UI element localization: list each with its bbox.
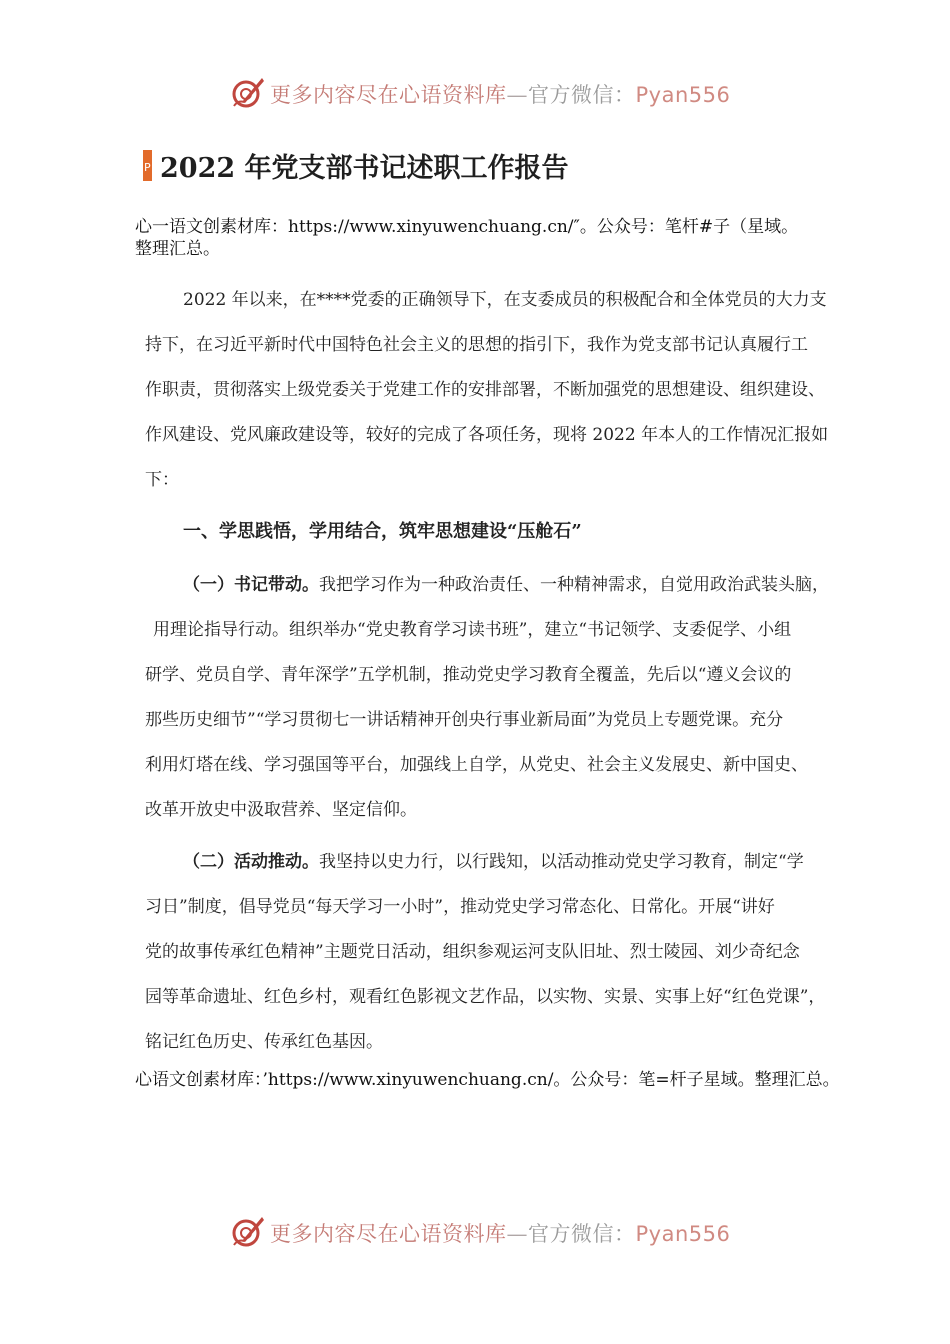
banner-wechat-label: 官方微信： [528,1222,636,1246]
sub2-line-4: 园等革命遗址、红色乡村，观看红色影视文艺作品，以实物、实景、实事上好“红色党课”， [145,987,826,1007]
source-line-bottom: 心语文创素材库：’https://www.xinyuwenchuang.cn/。公众号：笔=杆子星域。整理汇总。 [135,1070,840,1090]
banner-cn: 更多内容尽在心语资料库 [270,83,507,107]
sub2-line-1 [183,847,804,872]
page-title: 2022 年党支部书记述职工作报告 [160,153,569,184]
source-line-top-1: 心一语文创素材库：https://www.xinyuwenchuang.cn/″。公众号：笔杆#子（星域。 [135,217,799,237]
banner-wechat-id: Pyan556 [635,1222,731,1246]
sub1-line-6: 改革开放史中汲取营养、坚定信仰。 [145,800,417,820]
sub1-line-4: 那些历史细节”“学习贯彻七一讲话精神开创央行事业新局面”为党员上专题党课。充分 [145,710,784,730]
intro-line-4: 作风建设、党风廉政建设等，较好的完成了各项任务，现将 2022 年本人的工作情况汇报如 [145,425,829,445]
intro-line-2: 持下，在习近平新时代中国特色社会主义的思想的指引下，我作为党支部书记认真履行工 [145,335,808,355]
sub1-line-1-text: 我把学习作为一种政治责任、一种精神需求，自觉用政治武装头脑， [319,575,829,595]
top-banner [0,70,950,120]
intro-line-3: 作职责，贯彻落实上级党委关于党建工作的安排部署，不断加强党的思想建设、组织建设、 [145,380,825,400]
banner-wechat-id: Pyan556 [635,83,731,107]
sub2-line-3: 党的故事传承红色精神”主题党日活动，组织参观运河支队旧址、烈士陵园、刘少奇纪念 [145,942,800,962]
sub1-label: （一）书记带动。 [183,575,319,595]
banner-text [270,79,730,109]
banner-cn: 更多内容尽在心语资料库 [270,1222,507,1246]
banner-dash: — [506,83,528,107]
banner-wechat-label: 官方微信： [528,83,636,107]
banner-text [270,1218,730,1248]
sub1-line-3: 研学、党员自学、青年深学”五学机制，推动党史学习教育全覆盖，先后以“遵义会议的 [145,665,792,685]
intro-line-5: 下： [145,470,179,490]
sub2-line-5: 铭记红色历史、传承红色基因。 [145,1032,383,1052]
quill-logo-icon [228,1211,268,1251]
title-marker [143,150,152,181]
sub1-line-1 [183,570,829,595]
intro-line-1: 2022 年以来，在****党委的正确领导下，在支委成员的积极配合和全体党员的大力支 [183,290,827,310]
sub2-line-2: 习日”制度，倡导党员“每天学习一小时”，推动党史学习常态化、日常化。开展“讲好 [145,897,775,917]
sub2-label: （二）活动推动。 [183,852,319,872]
bottom-banner [0,1209,950,1259]
sub2-line-1-text: 我坚持以史力行，以行践知，以活动推动党史学习教育，制定“学 [319,852,804,872]
section-1-heading: 一、学思践悟，学用结合，筑牢思想建设“压舱石” [183,521,582,542]
quill-logo-icon [228,72,268,112]
banner-dash: — [506,1222,528,1246]
sub1-line-2: 用理论指导行动。组织举办“党史教育学习读书班”，建立“书记领学、支委促学、小组 [153,620,792,640]
source-line-top-2: 整理汇总。 [135,239,220,259]
sub1-line-5: 利用灯塔在线、学习强国等平台，加强线上自学，从党史、社会主义发展史、新中国史、 [145,755,808,775]
title-marker-letter: P [144,161,151,174]
